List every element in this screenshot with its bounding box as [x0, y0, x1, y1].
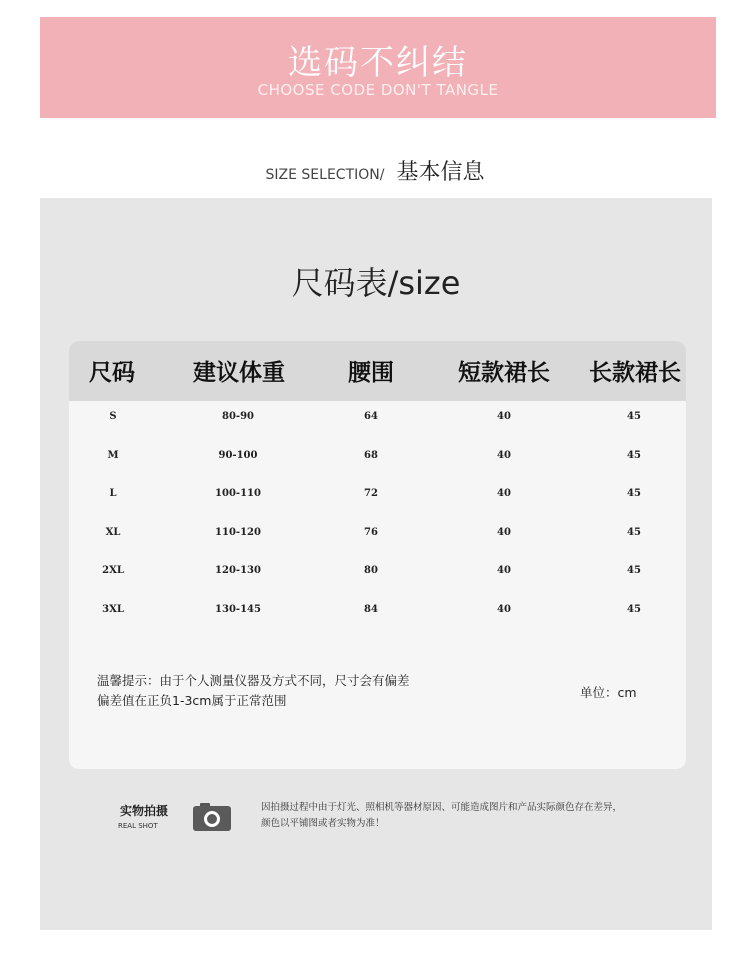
measurement-note — [97, 671, 410, 711]
table-cell: 45 — [627, 450, 641, 461]
table-cell: 40 — [497, 450, 511, 461]
size-chart-title: 尺码表/size — [291, 264, 461, 302]
unit-label: 单位：cm — [580, 685, 637, 700]
section-heading-cn: 基本信息 — [396, 160, 485, 185]
header-waist: 腰围 — [348, 359, 394, 386]
table-cell: 90-100 — [218, 450, 258, 461]
table-cell: 84 — [364, 604, 378, 615]
table-cell: L — [109, 488, 117, 499]
real-shot-label: 实物拍摄 — [120, 804, 169, 818]
size-table-card — [69, 341, 686, 769]
table-cell: 40 — [497, 488, 511, 499]
table-cell: 72 — [364, 488, 378, 499]
table-cell: 64 — [364, 411, 378, 422]
table-cell: 45 — [627, 565, 641, 576]
table-cell: 40 — [497, 604, 511, 615]
disclaimer-line-1: 因拍摄过程中由于灯光、照相机等器材原因、可能造成图片和产品实际颜色存在差异， — [261, 802, 623, 813]
section-heading-en: SIZE SELECTION/ — [265, 167, 385, 183]
table-cell: 120-130 — [215, 565, 261, 576]
table-cell: 40 — [497, 565, 511, 576]
table-cell: 76 — [364, 527, 378, 538]
table-cell: 80 — [364, 565, 378, 576]
table-cell: 45 — [627, 488, 641, 499]
banner-subtitle: CHOOSE CODE DON'T TANGLE — [257, 81, 499, 99]
table-cell: 3XL — [102, 604, 124, 615]
table-cell: 40 — [497, 527, 511, 538]
section-heading — [0, 155, 750, 186]
table-cell: 80-90 — [222, 411, 254, 422]
disclaimer-line-2: 颜色以平铺图或者实物为准！ — [261, 818, 385, 829]
header-size: 尺码 — [89, 359, 135, 386]
table-cell: 45 — [627, 604, 641, 615]
note-line-2: 偏差值在正负1-3cm属于正常范围 — [97, 693, 287, 708]
header-long-length: 长款裙长 — [589, 359, 681, 386]
table-cell: 110-120 — [215, 527, 261, 538]
table-cell: M — [107, 450, 119, 461]
header-short-length: 短款裙长 — [458, 359, 550, 386]
color-disclaimer — [261, 800, 681, 832]
header-weight: 建议体重 — [193, 359, 285, 386]
table-cell: 40 — [497, 411, 511, 422]
table-cell: 130-145 — [215, 604, 261, 615]
table-cell: S — [109, 411, 117, 422]
camera-icon — [192, 802, 232, 832]
banner-title: 选码不纠结 — [288, 43, 468, 83]
table-header — [69, 341, 686, 401]
real-shot-label-en: REAL SHOT — [118, 822, 158, 830]
table-cell: 45 — [627, 411, 641, 422]
table-cell: 100-110 — [215, 488, 261, 499]
table-cell: 68 — [364, 450, 378, 461]
top-banner — [40, 17, 716, 118]
size-panel — [40, 198, 712, 930]
table-cell: 45 — [627, 527, 641, 538]
note-line-1: 温馨提示：由于个人测量仪器及方式不同，尺寸会有偏差 — [97, 673, 410, 688]
table-cell: XL — [105, 527, 121, 538]
table-cell: 2XL — [102, 565, 124, 576]
